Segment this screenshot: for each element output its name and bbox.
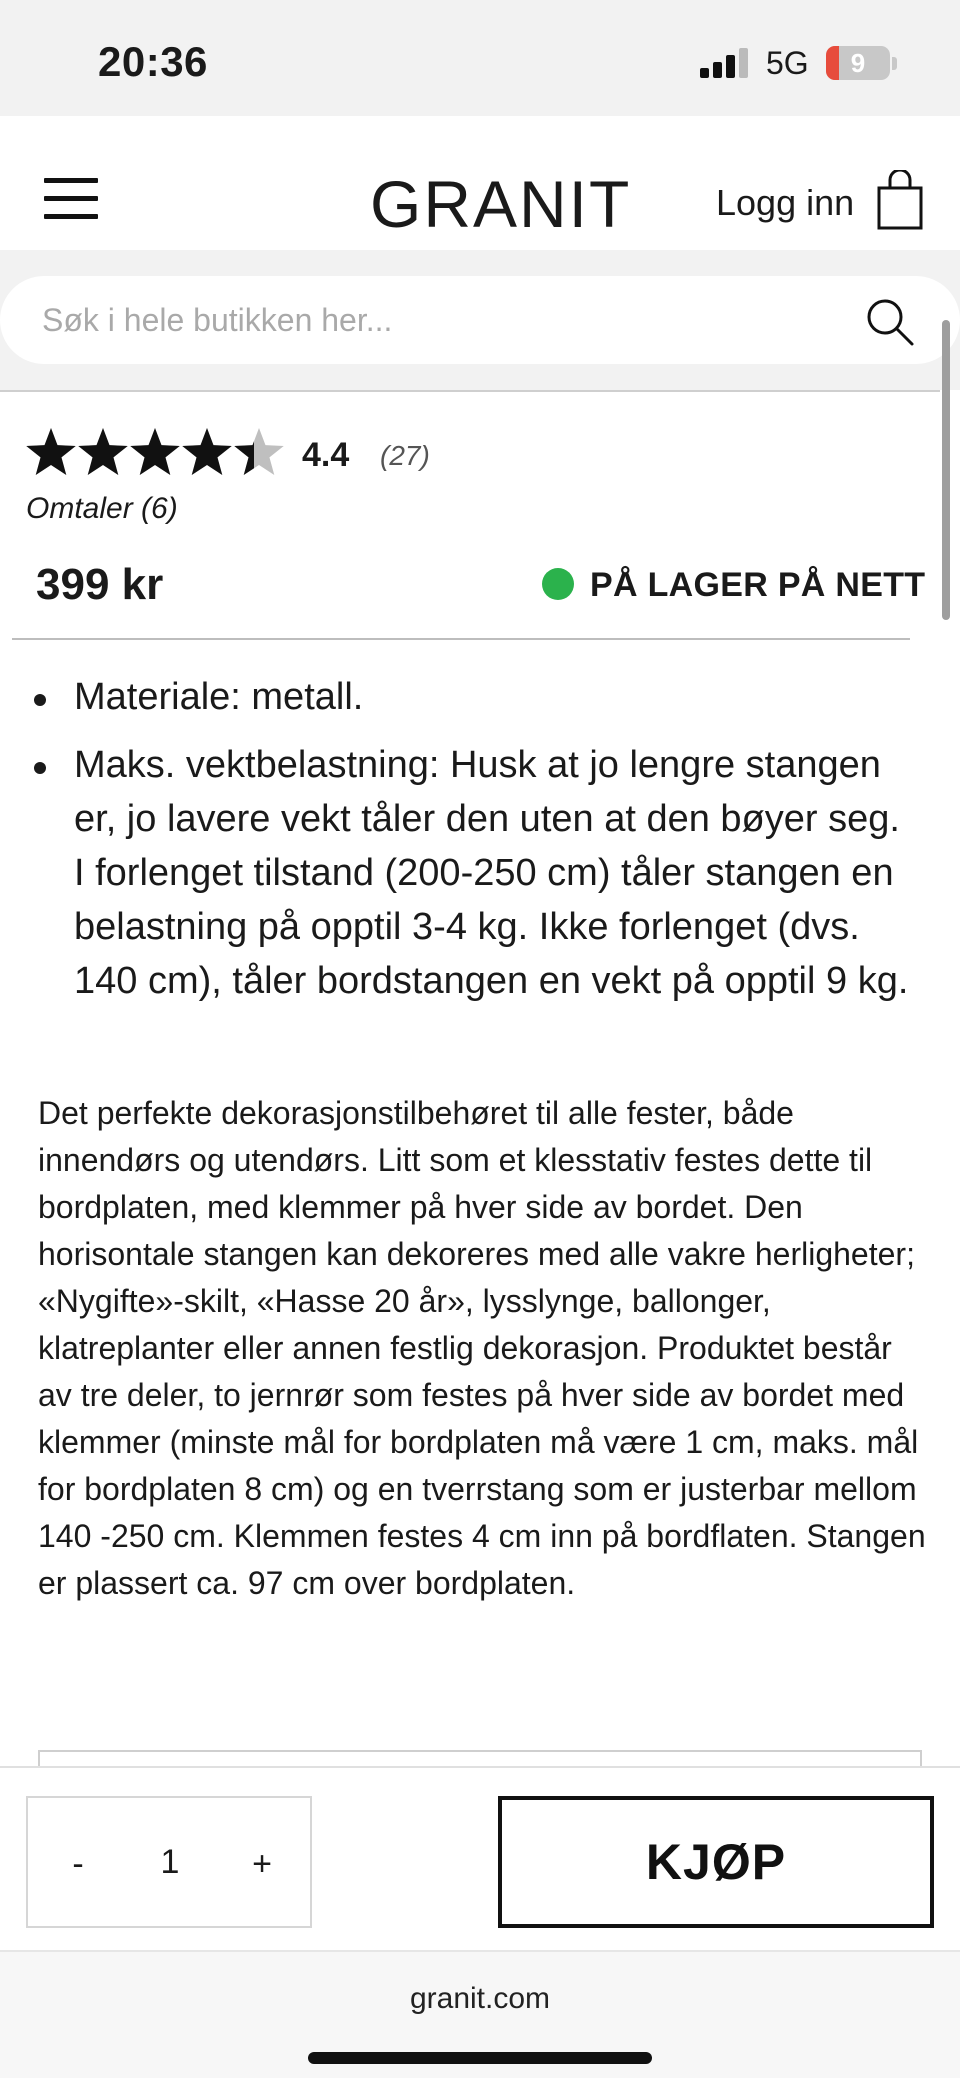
status-bar	[0, 0, 960, 116]
network-type: 5G	[766, 45, 809, 81]
purchase-bar	[0, 1766, 960, 1950]
site-logo[interactable]: GRANIT	[370, 167, 632, 241]
quantity-value[interactable]: 1	[160, 1843, 180, 1881]
status-time: 20:36	[98, 38, 208, 85]
buy-button[interactable]: KJØP	[498, 1796, 934, 1928]
battery-icon	[826, 46, 890, 80]
product-price: 399 kr	[36, 560, 164, 609]
reviews-link[interactable]: Omtaler (6)	[26, 492, 178, 525]
star-filled-icon	[26, 428, 75, 475]
divider	[0, 390, 940, 392]
feature-item: Maks. vektbelastning: Husk at jo lengre stangen er, jo lavere vekt tåler den uten at den bøyer seg. I forlenget tilstand (200-250 cm) tåler stangen en belastning på opptil 3-4 kg. Ikke forlenget (dvs. 140 cm), tåler bordstangen en vekt på opptil 9 kg.	[30, 738, 920, 1008]
product-features	[30, 670, 920, 1022]
search-bar	[0, 250, 960, 390]
star-filled-icon	[78, 428, 127, 475]
decrease-quantity-button[interactable]: -	[72, 1845, 84, 1883]
divider	[12, 638, 910, 640]
rating-count: (27)	[380, 440, 430, 471]
quantity-stepper	[26, 1796, 312, 1928]
url-text[interactable]: granit.com	[409, 1982, 551, 2015]
site-header	[0, 116, 960, 250]
search-box	[0, 276, 960, 364]
battery-cap	[892, 57, 897, 70]
shopping-bag-icon[interactable]	[876, 170, 924, 230]
feature-item: Materiale: metall.	[30, 670, 920, 724]
hamburger-menu-icon[interactable]	[44, 178, 100, 220]
in-stock-dot-icon	[542, 568, 574, 600]
browser-address-bar	[0, 1950, 960, 2078]
rating-value: 4.4	[302, 436, 350, 474]
search-input[interactable]	[42, 276, 822, 364]
star-filled-icon	[130, 428, 179, 475]
stock-status: PÅ LAGER PÅ NETT	[590, 566, 926, 604]
star-filled-icon	[182, 428, 231, 475]
product-description: Det perfekte dekorasjonstilbehøret til alle fester, både innendørs og utendørs. Litt som et klesstativ festes dette til bordplaten, med klemmer på hver side av bordet. Den horisontale stangen kan dekoreres med alle vakre herligheter; «Nygifte»-skilt, «Hasse 20 år», lysslynge, ballonger, klatreplanter eller annen festlig dekorasjon. Produktet består av tre deler, to jernrør som festes på hver side av bordet med klemmer (minste mål for bordplaten må være 1 cm, maks. mål for bordplaten 8 cm) og en tverrstang som er justerbar mellom 140 -250 cm. Klemmen festes 4 cm inn på bordflaten. Stangen er plassert ca. 97 cm over bordplaten.	[38, 1095, 926, 1601]
search-icon[interactable]	[864, 296, 916, 348]
battery-level: 9	[850, 48, 866, 78]
rating-stars[interactable]	[26, 426, 286, 482]
page-scrollbar[interactable]	[942, 320, 950, 620]
home-indicator[interactable]	[308, 2052, 652, 2064]
signal-strength-icon	[700, 48, 752, 78]
login-link[interactable]: Logg inn	[716, 182, 855, 223]
increase-quantity-button[interactable]: +	[252, 1845, 272, 1883]
